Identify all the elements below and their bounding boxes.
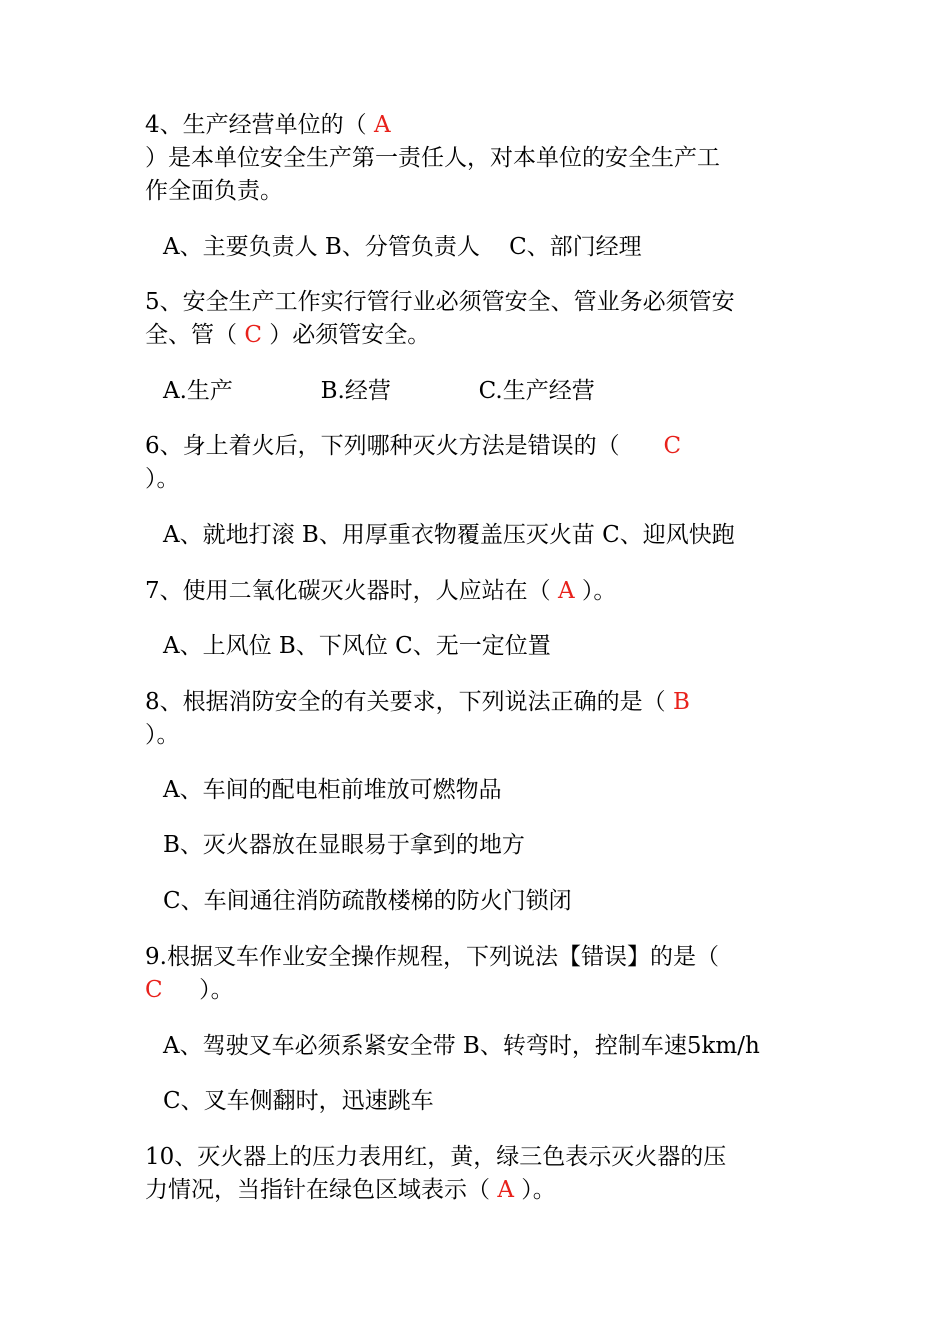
question-6-line-1 [145, 431, 681, 461]
answer-mark: C [145, 977, 163, 1003]
question-8-line-1 [145, 687, 690, 717]
question-8-option-a [163, 775, 502, 805]
question-9-option-c [163, 1086, 434, 1116]
question-10-line-1 [145, 1142, 726, 1172]
question-9-line-2 [145, 975, 234, 1005]
stem-text: 力情况，当指针在绿色区域表示（ [145, 1177, 498, 1203]
stem-text: 9.根据叉车作业安全操作规程，下列说法【错误】的是（ [145, 944, 719, 970]
stem-text: ）。 [513, 1177, 556, 1203]
answer-mark: A [497, 1177, 514, 1203]
question-4-line-2 [145, 143, 720, 173]
stem-text: 4、生产经营单位的（ [145, 112, 374, 138]
question-8-line-2 [145, 720, 180, 750]
question-4-line-1 [145, 110, 391, 140]
option-text: A、主要负责人 B、分管负责人 C、部门经理 [163, 234, 642, 260]
option-text: A.生产 B.经营 C.生产经营 [163, 378, 595, 404]
question-5-options [163, 376, 595, 406]
option-text: A、就地打滚 B、用厚重衣物覆盖压灭火苗 C、迎风快跑 [163, 522, 735, 548]
stem-text: ）必须管安全。 [261, 322, 431, 348]
answer-mark: A [373, 112, 391, 138]
question-7-options [163, 631, 551, 661]
question-10-line-2 [145, 1175, 556, 1205]
stem-text: 6、身上着火后，下列哪种灭火方法是错误的（ [145, 433, 664, 459]
answer-mark: C [663, 433, 682, 459]
option-text: A、驾驶叉车必须系紧安全带 B、转弯时，控制车速5km/h [163, 1033, 760, 1059]
question-7-line-1 [145, 576, 616, 606]
question-9-line-1 [145, 942, 719, 972]
stem-text: 8、根据消防安全的有关要求，下列说法正确的是（ [145, 689, 673, 715]
option-text: A、上风位 B、下风位 C、无一定位置 [163, 633, 551, 659]
option-text: C、叉车侧翻时，迅速跳车 [163, 1088, 434, 1114]
stem-text: 5、安全生产工作实行管行业必须管安全、管业务必须管安 [145, 289, 735, 315]
question-6-options [163, 520, 735, 550]
question-6-line-2 [145, 464, 180, 494]
question-4-options [163, 232, 642, 262]
option-text: A、车间的配电柜前堆放可燃物品 [163, 777, 502, 803]
question-5-line-1 [145, 287, 735, 317]
question-9-option-ab [163, 1031, 760, 1061]
option-text: C、车间通往消防疏散楼梯的防火门锁闭 [163, 888, 572, 914]
question-5-line-2 [145, 320, 430, 350]
answer-mark: A [557, 578, 575, 604]
question-4-line-3 [145, 176, 283, 206]
answer-mark: C [244, 322, 262, 348]
stem-text: ）。 [162, 977, 234, 1003]
stem-text: 7、使用二氧化碳灭火器时，人应站在（ [145, 578, 558, 604]
question-8-option-c [163, 886, 572, 916]
stem-text: ）。 [145, 722, 180, 748]
stem-text: ）。 [574, 578, 617, 604]
stem-text: 10、灭火器上的压力表用红，黄，绿三色表示灭火器的压 [145, 1144, 727, 1170]
stem-text: 作全面负责。 [145, 178, 283, 204]
stem-text: 全、管（ [145, 322, 245, 348]
stem-text: ）是本单位安全生产第一责任人，对本单位的安全生产工 [145, 145, 720, 171]
stem-text: ）。 [145, 466, 180, 492]
option-text: B、灭火器放在显眼易于拿到的地方 [163, 832, 525, 858]
question-8-option-b [163, 830, 525, 860]
answer-mark: B [672, 689, 690, 715]
